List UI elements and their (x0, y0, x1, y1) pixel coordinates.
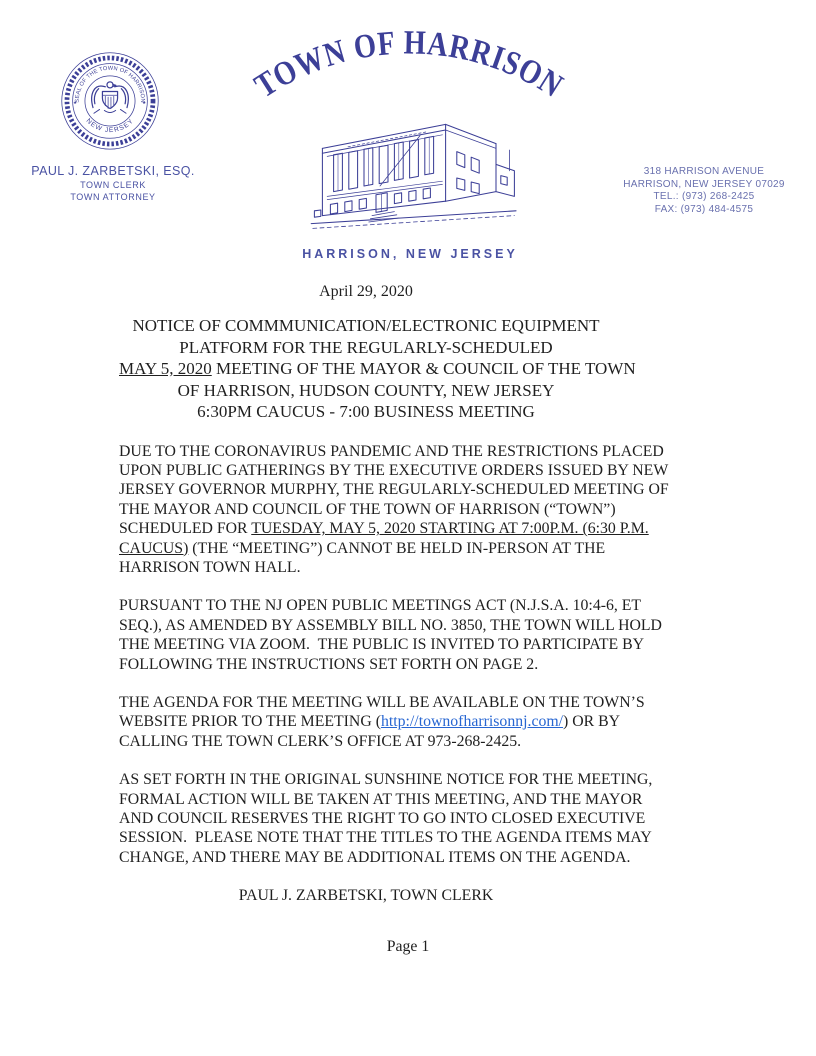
eagle-icon (92, 82, 129, 113)
text-segment: NOTICE OF COMMMUNICATION/ELECTRONIC EQUIPMENT (132, 316, 600, 335)
text-segment: DUE TO THE CORONAVIRUS PANDEMIC AND THE RESTRICTIONS PLACED (119, 442, 664, 460)
text-segment: CHANGE, AND THERE MAY BE ADDITIONAL ITEMS ON THE AGENDA. (119, 848, 631, 866)
text-line (119, 315, 613, 337)
text-line (119, 558, 613, 577)
text-line (119, 519, 649, 538)
text-line (119, 790, 643, 809)
text-line (119, 442, 664, 461)
text-line (119, 337, 613, 359)
clerk-block (16, 164, 210, 202)
text-line (119, 380, 613, 402)
text-segment: SESSION. PLEASE NOTE THAT THE TITLES TO THE AGENDA ITEMS MAY (119, 829, 652, 847)
underlined-text: CAUCUS) (119, 539, 189, 557)
text-segment: MEETING OF THE MAYOR & COUNCIL OF THE TOWN (211, 359, 636, 378)
signature-line: PAUL J. ZARBETSKI, TOWN CLERK (238, 887, 494, 905)
text-line (119, 848, 631, 867)
text-line (119, 770, 653, 789)
fax-line: FAX: (973) 484-4575 (654, 203, 754, 215)
text-line (119, 596, 642, 615)
building-caption: HARRISON, NEW JERSEY (302, 247, 518, 261)
notice-paragraphs (119, 442, 669, 868)
inline-link[interactable]: http://townofharrisonnj.com/ (380, 713, 564, 731)
text-segment: THE AGENDA FOR THE MEETING WILL BE AVAILABLE ON THE TOWN’S (119, 693, 645, 711)
text-segment: ) OR BY (563, 713, 621, 731)
town-seal-graphic (58, 48, 162, 152)
text-line (119, 539, 613, 558)
text-segment: PURSUANT TO THE NJ OPEN PUBLIC MEETINGS ACT (N.J.S.A. 10:4-6, ET (119, 597, 642, 615)
town-seal (58, 48, 162, 152)
arch-title-text: TOWN OF HARRISON (248, 24, 574, 108)
seal-star-icon: ★ (142, 100, 147, 106)
underlined-text: MAY 5, 2020 (119, 359, 212, 378)
text-segment: JERSEY GOVERNOR MURPHY, THE REGULARLY-SCHEDULED MEETING OF (119, 481, 669, 499)
text-line (119, 732, 613, 751)
text-line (119, 635, 645, 654)
text-segment: AND COUNCIL RESERVES THE RIGHT TO GO INTO CLOSED EXECUTIVE (119, 810, 646, 827)
phone-line: TEL.: (973) 268-2425 (653, 191, 755, 202)
text-segment: SEQ.), AS AMENDED BY ASSEMBLY BILL NO. 3850, THE TOWN WILL HOLD (119, 616, 662, 634)
text-line (119, 809, 646, 828)
text-line (119, 616, 662, 635)
seal-star-icon: ★ (73, 100, 78, 106)
text-segment: CALLING THE TOWN CLERK’S OFFICE AT 973-268-2425. (119, 732, 522, 750)
text-segment: FORMAL ACTION WILL BE TAKEN AT THIS MEETING, AND THE MAYOR (119, 790, 643, 808)
underlined-text: TUESDAY, MAY 5, 2020 STARTING AT 7:00P.M. (6:30 P.M. (251, 520, 649, 538)
text-line (119, 480, 669, 499)
notice-title (119, 315, 636, 423)
text-line (119, 401, 613, 423)
text-line (119, 500, 616, 519)
text-segment: THE MAYOR AND COUNCIL OF THE TOWN OF HARRISON (“TOWN”) (119, 500, 616, 518)
text-line (119, 358, 636, 380)
svg-text:TOWN OF HARRISON (248, 24, 574, 108)
text-line (119, 828, 652, 847)
text-segment: (THE “MEETING”) CANNOT BE HELD IN-PERSON AT THE (188, 539, 606, 557)
text-segment: SCHEDULED FOR (119, 520, 252, 538)
seal-ring-text-bottom: NEW JERSEY (84, 117, 136, 135)
text-segment: UPON PUBLIC GATHERINGS BY THE EXECUTIVE ORDERS ISSUED BY NEW (119, 461, 669, 479)
text-line (119, 655, 613, 674)
letter-body (119, 282, 669, 905)
text-segment: PLATFORM FOR THE REGULARLY-SCHEDULED (179, 337, 553, 357)
text-segment: 6:30PM CAUCUS - 7:00 BUSINESS MEETING (197, 402, 535, 421)
text-segment: HARRISON TOWN HALL. (119, 558, 301, 576)
text-line (119, 461, 669, 480)
letter-date: April 29, 2020 (319, 283, 413, 300)
paragraph (119, 770, 653, 867)
text-segment: AS SET FORTH IN THE ORIGINAL SUNSHINE NOTICE FOR THE MEETING, (119, 771, 653, 789)
paragraph (119, 442, 669, 578)
address-line: HARRISON, NEW JERSEY 07029 (623, 178, 785, 190)
town-hall-illustration (300, 95, 540, 245)
clerk-name: PAUL J. ZARBETSKI, ESQ. (31, 164, 195, 178)
text-segment: OF HARRISON, HUDSON COUNTY, NEW JERSEY (177, 380, 555, 400)
address-block (600, 166, 808, 216)
text-line (119, 712, 621, 731)
text-segment: THE MEETING VIA ZOOM. THE PUBLIC IS INVITED TO PARTICIPATE BY (119, 636, 645, 654)
text-line (119, 693, 645, 712)
clerk-title-1: TOWN CLERK (80, 180, 146, 190)
text-segment: WEBSITE PRIOR TO THE MEETING ( (119, 713, 381, 731)
seal-ring-text-top: SEAL OF THE TOWN OF HARRISON (74, 65, 146, 103)
page-number: Page 1 (386, 938, 430, 955)
paragraph (119, 693, 645, 751)
text-segment: FOLLOWING THE INSTRUCTIONS SET FORTH ON PAGE 2. (119, 655, 539, 673)
address-line: 318 HARRISON AVENUE (643, 166, 765, 177)
clerk-title-2: TOWN ATTORNEY (70, 192, 156, 202)
paragraph (119, 596, 662, 674)
